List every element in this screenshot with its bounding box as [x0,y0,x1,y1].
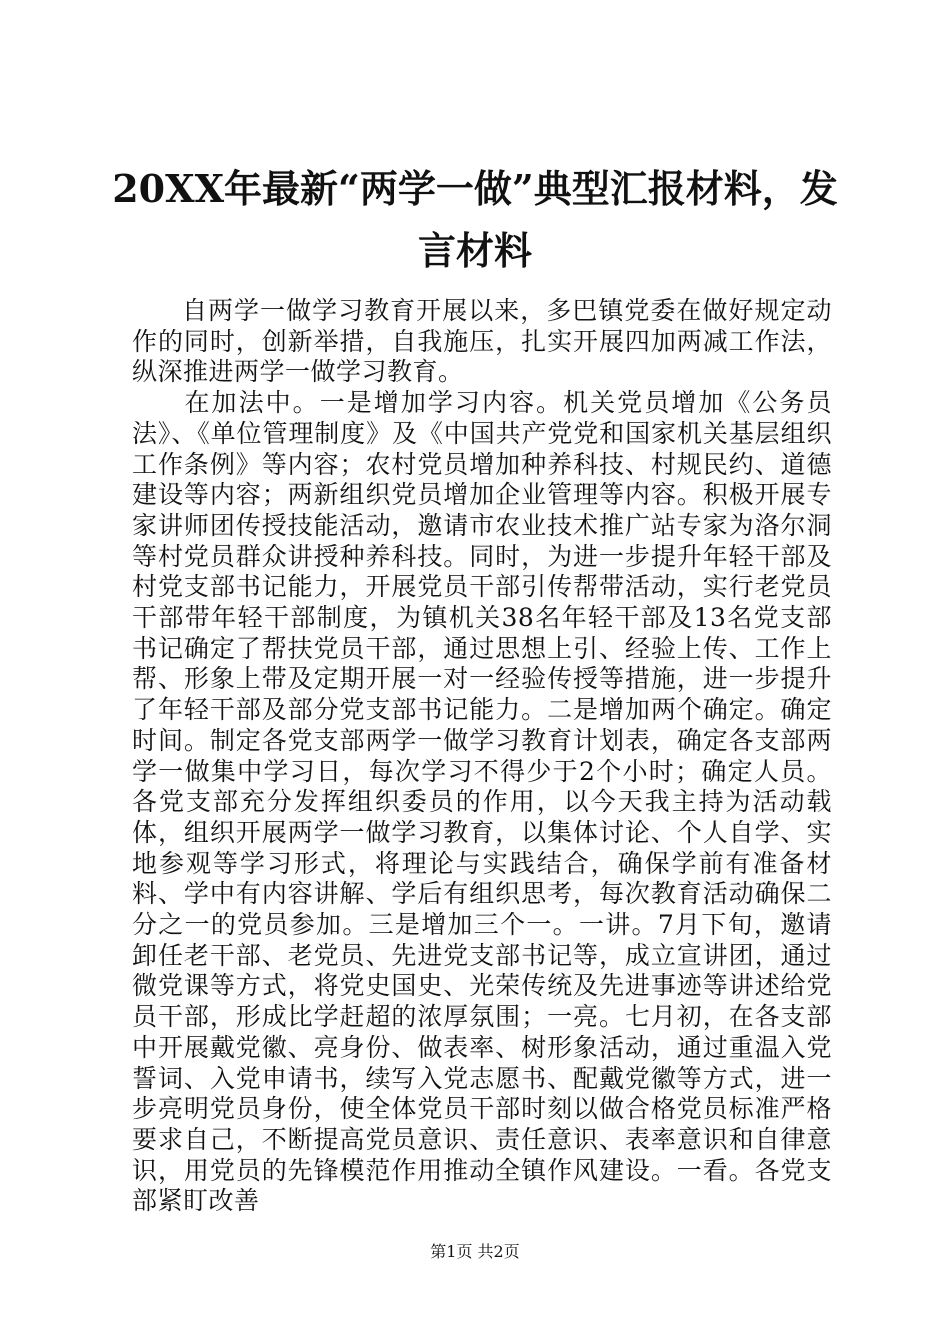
paragraph-main: 在加法中。一是增加学习内容。机关党员增加《公务员法》、《单位管理制度》及《中国共产党党和国家机关基层组织工作条例》等内容；农村党员增加种养科技、村规民约、道德建设等内容；两新组织党员增加企业管理等内容。积极开展专家讲师团传授技能活动，邀请市农业技术推广站专家为洛尔洞等村党员群众讲授种养科技。同时，为进一步提升年轻干部及村党支部书记能力，开展党员干部引传帮带活动，实行老党员干部带年轻干部制度，为镇机关38名年轻干部及13名党支部书记确定了帮扶党员干部，通过思想上引、经验上传、工作上帮、形象上带及定期开展一对一经验传授等措施，进一步提升了年轻干部及部分党支部书记能力。二是增加两个确定。确定时间。制定各党支部两学一做学习教育计划表，确定各支部两学一做集中学习日，每次学习不得少于2个小时；确定人员。各党支部充分发挥组织委员的作用，以今天我主持为活动载体，组织开展两学一做学习教育，以集体讨论、个人自学、实地参观等学习形式，将理论与实践结合，确保学前有准备材料、学中有内容讲解、学后有组织思考，每次教育活动确保二分之一的党员参加。三是增加三个一。一讲。7月下旬，邀请卸任老干部、老党员、先进党支部书记等，成立宣讲团，通过微党课等方式，将党史国史、光荣传统及先进事迹等讲述给党员干部，形成比学赶超的浓厚氛围；一亮。七月初，在各支部中开展戴党徽、亮身份、做表率、树形象活动，通过重温入党誓词、入党申请书，续写入党志愿书、配戴党徽等方式，进一步亮明党员身份，使全体党员干部时刻以做合格党员标准严格要求自己，不断提高党员意识、责任意识、表率意识和自律意识，用党员的先锋模范作用推动全镇作风建设。一看。各党支部紧盯改善 [132,388,832,1216]
document-title: 20XX年最新“两学一做”典型汇报材料，发言材料 [112,166,838,273]
page-footer: 第1页 共2页 [430,1242,520,1261]
paragraph-intro: 自两学一做学习教育开展以来，多巴镇党委在做好规定动作的同时，创新举措，自我施压，扎实开展四加两减工作法，纵深推进两学一做学习教育。 [132,296,832,387]
document-body [132,296,832,1217]
